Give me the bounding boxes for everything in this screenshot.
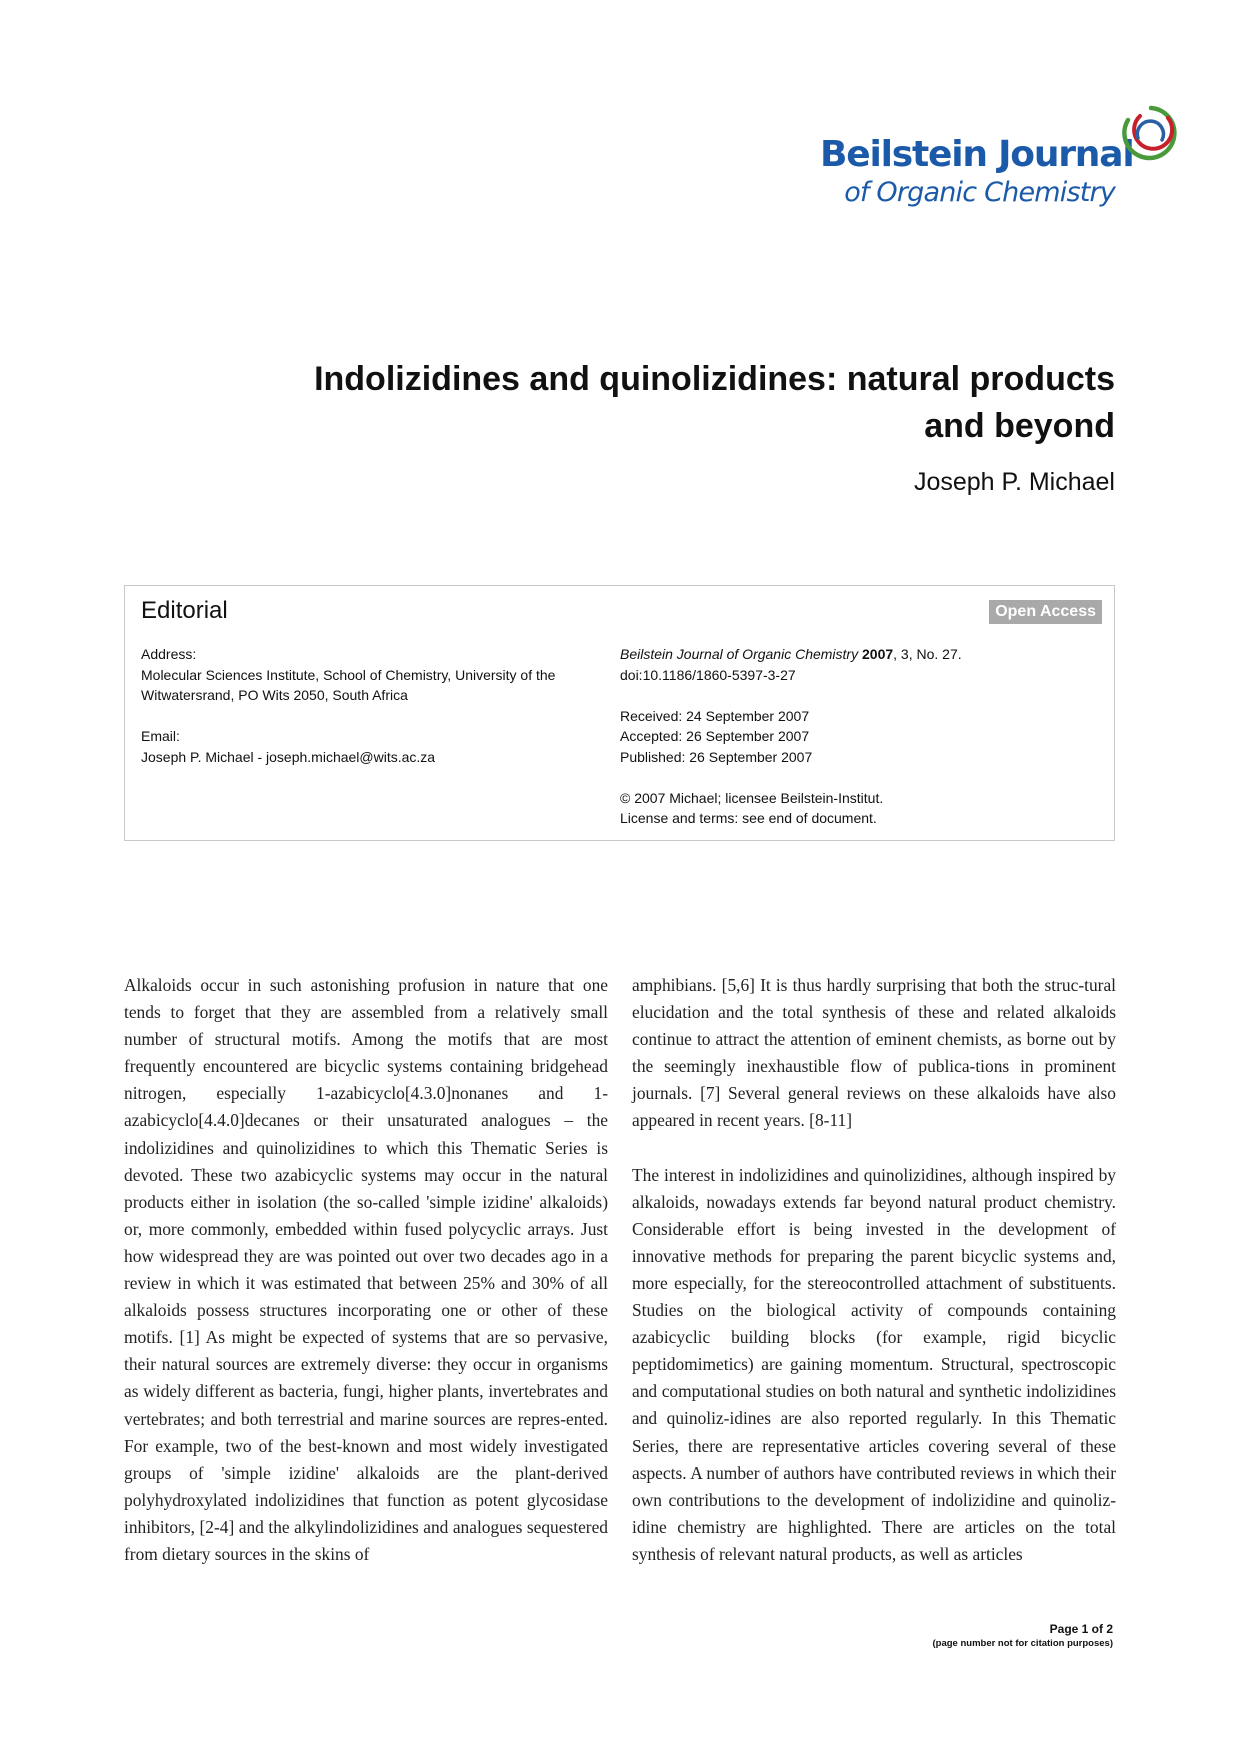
article-type: Editorial bbox=[141, 597, 228, 624]
citation bbox=[620, 644, 1100, 665]
article-info-box bbox=[124, 585, 1115, 841]
paper-title-line2: and beyond bbox=[924, 407, 1115, 445]
citation-volume: , 3, No. 27. bbox=[893, 646, 962, 662]
citation-year: 2007 bbox=[862, 646, 894, 662]
accepted-date: Accepted: 26 September 2007 bbox=[620, 728, 810, 744]
page-number: Page 1 of 2 bbox=[1049, 1622, 1113, 1636]
citation-journal: Beilstein Journal of Organic Chemistry bbox=[620, 646, 859, 662]
journal-logo bbox=[820, 100, 1200, 220]
journal-logo-icon bbox=[1118, 100, 1184, 166]
email-value: Joseph P. Michael - joseph.michael@wits.ac.za bbox=[141, 748, 436, 765]
body-column-right bbox=[632, 972, 1116, 1568]
author-contact bbox=[141, 644, 601, 767]
copyright: © 2007 Michael; licensee Beilstein-Institut. bbox=[620, 789, 884, 806]
journal-logo-line2: of Organic Chemistry bbox=[844, 177, 1115, 208]
page-number-note: (page number not for citation purposes) bbox=[932, 1638, 1113, 1649]
address-label: Address: bbox=[141, 646, 197, 662]
license: License and terms: see end of document. bbox=[620, 810, 877, 826]
address-line1: Molecular Sciences Institute, School of Chemistry, University of the bbox=[141, 666, 556, 683]
paper-author: Joseph P. Michael bbox=[913, 468, 1115, 496]
body-paragraph: amphibians. [5,6] It is thus hardly surprising that both the struc-tural elucidation and the total synthesis of these and related alkaloids continue to attract the attention of eminent chemists, as borne out by the seemingly inexhaustible flow of publica-tions in prominent journals. [7] Several general reviews on these alkaloids have also appeared in recent years. [8-11] bbox=[632, 975, 1116, 1131]
citation-info bbox=[620, 644, 1100, 829]
journal-logo-line1: Beilstein Journal bbox=[820, 134, 1134, 175]
body-column-left bbox=[124, 972, 608, 1568]
email-label: Email: bbox=[141, 728, 180, 744]
body-paragraph: The interest in indolizidines and quinolizidines, although inspired by alkaloids, nowadays extends far beyond natural product chemistry. Considerable effort is being invested in the development of innovative methods for preparing the parent bicyclic systems and, more especially, for the stereocontrolled attachment of substituents. Studies on the biological activity of compounds containing azabicyclic building blocks (for example, rigid bicyclic peptidomimetics) are gaining momentum. Structural, spectroscopic and computational studies on both natural and synthetic indolizidines and quinoliz-idines are also reported regularly. In this Thematic Series, there are representative articles covering several of these aspects. A number of authors have contributed reviews in which their own contributions to the development of indolizidine and quinoliz-idine chemistry are highlighted. There are articles on the total synthesis of relevant natural products, as well as articles bbox=[632, 1164, 1116, 1564]
address-line2: Witwatersrand, PO Wits 2050, South Africa bbox=[141, 687, 408, 703]
doi: doi:10.1186/1860-5397-3-27 bbox=[620, 666, 796, 683]
page-footer bbox=[700, 1622, 1113, 1649]
received-date: Received: 24 September 2007 bbox=[620, 707, 810, 724]
paper-title-line1: Indolizidines and quinolizidines: natural products bbox=[314, 360, 1115, 398]
published-date: Published: 26 September 2007 bbox=[620, 748, 813, 765]
open-access-badge: Open Access bbox=[989, 600, 1102, 624]
paper-title bbox=[300, 356, 1115, 450]
body-paragraph: Alkaloids occur in such astonishing profusion in nature that one tends to forget that they are assembled from a relatively small number of structural motifs. Among the motifs that are most frequently encountered are bicyclic systems containing bridgehead nitrogen, especially 1-azabicyclo[4.3.0]nonanes and 1-azabicyclo[4.4.0]decanes or their unsaturated analogues – the indolizidines and quinolizidines to which this Thematic Series is devoted. These two azabicyclic systems may occur in the natural products either in isolation (the so-called 'simple izidine' alkaloids) or, more commonly, embedded within fused polycyclic arrays. Just how widespread they are was pointed out over two decades ago in a review in which it was estimated that between 25% and 30% of all alkaloids possess structures incorporating one or other of these motifs. [1] As might be expected of systems that are so pervasive, their natural sources are extremely diverse: they occur in organisms as widely different as bacteria, fungi, higher plants, invertebrates and vertebrates; and both terrestrial and marine sources are repres-ented. For example, two of the best-known and most widely investigated groups of 'simple izidine' alkaloids are the plant-derived polyhydroxylated indolizidines that function as potent glycosidase inhibitors, [2-4] and the alkylindolizidines and analogues sequestered from dietary sources in the skins of bbox=[124, 975, 608, 1564]
